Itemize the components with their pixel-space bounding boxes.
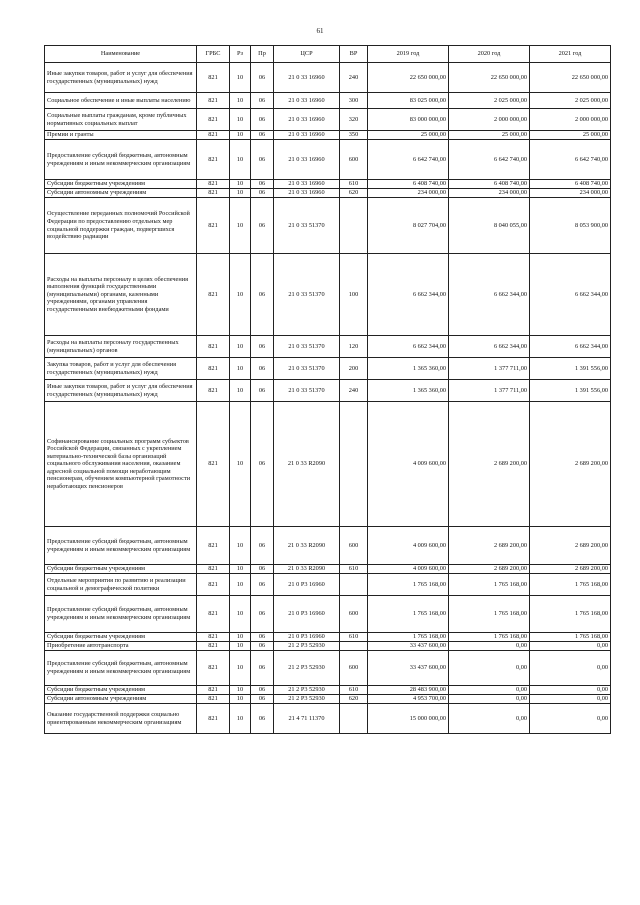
cell-pr: 06 (251, 189, 274, 198)
cell-vr: 240 (340, 63, 368, 93)
cell-rz: 10 (230, 109, 251, 131)
cell-grbs: 821 (197, 574, 230, 596)
cell-vr: 600 (340, 596, 368, 633)
cell-grbs: 821 (197, 180, 230, 189)
cell-rz: 10 (230, 63, 251, 93)
cell-vr: 100 (340, 254, 368, 336)
cell-y2019: 6 642 740,00 (368, 140, 449, 180)
cell-pr: 06 (251, 336, 274, 358)
cell-csr: 21 0 33 16960 (274, 109, 340, 131)
cell-y2020: 8 040 055,00 (449, 198, 530, 254)
cell-name: Отдельные мероприятия по развитию и реализации социальной и демографической политики (45, 574, 197, 596)
cell-rz: 10 (230, 704, 251, 734)
cell-vr: 300 (340, 93, 368, 109)
cell-pr: 06 (251, 565, 274, 574)
cell-csr: 21 0 33 51370 (274, 198, 340, 254)
cell-vr (340, 642, 368, 651)
cell-grbs: 821 (197, 704, 230, 734)
cell-grbs: 821 (197, 565, 230, 574)
table-row (45, 651, 611, 686)
cell-grbs: 821 (197, 336, 230, 358)
cell-grbs: 821 (197, 109, 230, 131)
cell-y2020: 0,00 (449, 686, 530, 695)
cell-rz: 10 (230, 574, 251, 596)
cell-y2021: 6 662 344,00 (530, 336, 611, 358)
cell-rz: 10 (230, 695, 251, 704)
cell-y2021: 6 408 740,00 (530, 180, 611, 189)
cell-rz: 10 (230, 254, 251, 336)
cell-grbs: 821 (197, 527, 230, 565)
table-row (45, 93, 611, 109)
cell-y2019: 234 000,00 (368, 189, 449, 198)
cell-name: Расходы на выплаты персоналу в целях обеспечения выполнения функций государственными (муниципальными) органами, казенными учреждениями, органами управления государственными внебюджетными фондами (45, 254, 197, 336)
table-row (45, 695, 611, 704)
cell-pr: 06 (251, 695, 274, 704)
cell-rz: 10 (230, 131, 251, 140)
cell-vr: 610 (340, 633, 368, 642)
cell-y2020: 2 689 200,00 (449, 527, 530, 565)
cell-y2019: 1 765 168,00 (368, 633, 449, 642)
cell-vr: 620 (340, 189, 368, 198)
cell-rz: 10 (230, 189, 251, 198)
cell-rz: 10 (230, 402, 251, 527)
cell-pr: 06 (251, 93, 274, 109)
cell-csr: 21 0 33 16960 (274, 93, 340, 109)
cell-vr (340, 198, 368, 254)
cell-vr: 240 (340, 380, 368, 402)
header-vr: ВР (340, 46, 368, 63)
cell-pr: 06 (251, 402, 274, 527)
header-2020: 2020 год (449, 46, 530, 63)
cell-name: Оказание государственной поддержки социально ориентированным некоммерческим организациям (45, 704, 197, 734)
cell-y2021: 1 391 556,00 (530, 358, 611, 380)
cell-y2019: 4 009 600,00 (368, 527, 449, 565)
header-2021: 2021 год (530, 46, 611, 63)
cell-y2020: 0,00 (449, 695, 530, 704)
cell-csr: 21 0 P3 16960 (274, 574, 340, 596)
cell-vr: 350 (340, 131, 368, 140)
cell-y2020: 1 765 168,00 (449, 574, 530, 596)
header-name: Наименование (45, 46, 197, 63)
cell-name: Иные закупки товаров, работ и услуг для обеспечения государственных (муниципальных) нужд (45, 380, 197, 402)
table-row (45, 336, 611, 358)
cell-grbs: 821 (197, 254, 230, 336)
cell-vr: 610 (340, 565, 368, 574)
cell-rz: 10 (230, 180, 251, 189)
cell-csr: 21 0 33 16960 (274, 189, 340, 198)
cell-y2019: 6 662 344,00 (368, 254, 449, 336)
header-rz: Рз (230, 46, 251, 63)
cell-rz: 10 (230, 642, 251, 651)
cell-y2021: 234 000,00 (530, 189, 611, 198)
cell-vr: 610 (340, 686, 368, 695)
cell-csr: 21 0 P3 16960 (274, 596, 340, 633)
budget-table (44, 45, 611, 734)
cell-y2021: 0,00 (530, 704, 611, 734)
cell-name: Субсидии бюджетным учреждениям (45, 633, 197, 642)
cell-vr: 120 (340, 336, 368, 358)
cell-grbs: 821 (197, 596, 230, 633)
cell-name: Софинансирование социальных программ субъектов Российской Федерации, связанных с укреплением материально-технической базы организаций социального обслуживания населения, оказанием адресной социальной помощи неработающим пенсионерам, обучением компьютерной грамотности неработающих пенсионеров (45, 402, 197, 527)
cell-y2021: 1 765 168,00 (530, 574, 611, 596)
cell-name: Предоставление субсидий бюджетным, автономным учреждениям и иным некоммерческим организациям (45, 527, 197, 565)
cell-name: Субсидии автономным учреждениям (45, 189, 197, 198)
cell-csr: 21 0 33 51370 (274, 358, 340, 380)
cell-y2020: 1 377 711,00 (449, 380, 530, 402)
cell-y2021: 22 650 000,00 (530, 63, 611, 93)
cell-y2021: 6 662 344,00 (530, 254, 611, 336)
cell-y2021: 0,00 (530, 642, 611, 651)
table-row (45, 189, 611, 198)
cell-csr: 21 0 33 16960 (274, 180, 340, 189)
cell-y2019: 25 000,00 (368, 131, 449, 140)
cell-y2021: 0,00 (530, 686, 611, 695)
cell-grbs: 821 (197, 93, 230, 109)
cell-grbs: 821 (197, 380, 230, 402)
cell-y2020: 6 408 740,00 (449, 180, 530, 189)
cell-rz: 10 (230, 651, 251, 686)
cell-rz: 10 (230, 527, 251, 565)
cell-name: Закупка товаров, работ и услуг для обеспечения государственных (муниципальных) нужд (45, 358, 197, 380)
cell-vr (340, 402, 368, 527)
header-csr: ЦСР (274, 46, 340, 63)
cell-name: Субсидии бюджетным учреждениям (45, 565, 197, 574)
cell-grbs: 821 (197, 198, 230, 254)
cell-name: Приобретение автотранспорта (45, 642, 197, 651)
cell-name: Премии и гранты (45, 131, 197, 140)
cell-grbs: 821 (197, 63, 230, 93)
cell-name: Предоставление субсидий бюджетным, автономным учреждениям и иным некоммерческим организациям (45, 596, 197, 633)
cell-pr: 06 (251, 131, 274, 140)
cell-y2021: 0,00 (530, 695, 611, 704)
cell-rz: 10 (230, 358, 251, 380)
cell-rz: 10 (230, 336, 251, 358)
cell-name: Субсидии бюджетным учреждениям (45, 180, 197, 189)
table-row (45, 198, 611, 254)
cell-csr: 21 0 P3 16960 (274, 633, 340, 642)
table-row (45, 633, 611, 642)
cell-y2019: 1 765 168,00 (368, 574, 449, 596)
cell-grbs: 821 (197, 131, 230, 140)
cell-y2019: 83 025 000,00 (368, 93, 449, 109)
cell-grbs: 821 (197, 651, 230, 686)
cell-vr: 320 (340, 109, 368, 131)
cell-pr: 06 (251, 198, 274, 254)
cell-rz: 10 (230, 140, 251, 180)
cell-name: Предоставление субсидий бюджетным, автономным учреждениям и иным некоммерческим организациям (45, 651, 197, 686)
cell-rz: 10 (230, 380, 251, 402)
cell-y2019: 1 765 168,00 (368, 596, 449, 633)
cell-grbs: 821 (197, 358, 230, 380)
cell-pr: 06 (251, 633, 274, 642)
cell-y2020: 1 765 168,00 (449, 633, 530, 642)
table-body (45, 63, 611, 734)
cell-y2019: 1 365 360,00 (368, 380, 449, 402)
cell-y2019: 6 662 344,00 (368, 336, 449, 358)
cell-csr: 21 2 P3 52930 (274, 651, 340, 686)
cell-pr: 06 (251, 358, 274, 380)
cell-y2019: 4 009 600,00 (368, 565, 449, 574)
cell-pr: 06 (251, 180, 274, 189)
cell-csr: 21 0 33 51370 (274, 336, 340, 358)
cell-y2020: 22 650 000,00 (449, 63, 530, 93)
cell-pr: 06 (251, 63, 274, 93)
table-row (45, 254, 611, 336)
header-2019: 2019 год (368, 46, 449, 63)
cell-pr: 06 (251, 686, 274, 695)
cell-csr: 21 0 33 16960 (274, 63, 340, 93)
cell-pr: 06 (251, 651, 274, 686)
cell-y2020: 25 000,00 (449, 131, 530, 140)
cell-pr: 06 (251, 527, 274, 565)
header-grbs: ГРБС (197, 46, 230, 63)
table-row (45, 565, 611, 574)
cell-y2020: 1 377 711,00 (449, 358, 530, 380)
cell-y2021: 2 689 200,00 (530, 565, 611, 574)
table-row (45, 358, 611, 380)
table-row (45, 596, 611, 633)
cell-y2019: 1 365 360,00 (368, 358, 449, 380)
cell-y2019: 15 000 000,00 (368, 704, 449, 734)
cell-y2021: 2 689 200,00 (530, 402, 611, 527)
cell-csr: 21 0 33 R2090 (274, 402, 340, 527)
cell-vr (340, 574, 368, 596)
table-row (45, 140, 611, 180)
cell-pr: 06 (251, 642, 274, 651)
cell-y2020: 1 765 168,00 (449, 596, 530, 633)
cell-y2021: 1 391 556,00 (530, 380, 611, 402)
cell-grbs: 821 (197, 633, 230, 642)
cell-y2020: 0,00 (449, 642, 530, 651)
cell-y2019: 4 009 600,00 (368, 402, 449, 527)
cell-grbs: 821 (197, 402, 230, 527)
cell-y2019: 8 027 704,00 (368, 198, 449, 254)
cell-csr: 21 0 33 51370 (274, 254, 340, 336)
cell-y2019: 33 437 600,00 (368, 642, 449, 651)
cell-csr: 21 0 33 R2090 (274, 565, 340, 574)
page-number: 61 (316, 27, 324, 35)
table-row (45, 527, 611, 565)
cell-csr: 21 0 33 16960 (274, 140, 340, 180)
cell-rz: 10 (230, 596, 251, 633)
cell-y2021: 0,00 (530, 651, 611, 686)
table-row (45, 180, 611, 189)
cell-y2020: 0,00 (449, 704, 530, 734)
table-row (45, 704, 611, 734)
cell-name: Осуществление переданных полномочий Российской Федерации по предоставлению отдельных мер социальной поддержки граждан, подвергшихся воздействию радиации (45, 198, 197, 254)
cell-y2021: 1 765 168,00 (530, 633, 611, 642)
table-row (45, 642, 611, 651)
cell-pr: 06 (251, 704, 274, 734)
table-header-row (45, 46, 611, 63)
cell-y2020: 6 662 344,00 (449, 254, 530, 336)
cell-y2021: 1 765 168,00 (530, 596, 611, 633)
cell-pr: 06 (251, 380, 274, 402)
cell-pr: 06 (251, 140, 274, 180)
cell-rz: 10 (230, 565, 251, 574)
cell-grbs: 821 (197, 189, 230, 198)
table-row (45, 402, 611, 527)
cell-pr: 06 (251, 574, 274, 596)
cell-csr: 21 2 P3 52930 (274, 642, 340, 651)
cell-vr: 200 (340, 358, 368, 380)
cell-vr: 620 (340, 695, 368, 704)
cell-vr: 600 (340, 527, 368, 565)
cell-y2021: 2 000 000,00 (530, 109, 611, 131)
table-row (45, 574, 611, 596)
cell-name: Субсидии автономным учреждениям (45, 695, 197, 704)
cell-y2021: 8 053 900,00 (530, 198, 611, 254)
cell-vr: 600 (340, 651, 368, 686)
cell-y2019: 4 953 700,00 (368, 695, 449, 704)
cell-csr: 21 0 33 16960 (274, 131, 340, 140)
cell-rz: 10 (230, 198, 251, 254)
cell-csr: 21 0 33 R2090 (274, 527, 340, 565)
cell-y2020: 2 025 000,00 (449, 93, 530, 109)
table-row (45, 109, 611, 131)
cell-name: Социальное обеспечение и иные выплаты населению (45, 93, 197, 109)
header-pr: Пр (251, 46, 274, 63)
cell-rz: 10 (230, 93, 251, 109)
cell-y2019: 6 408 740,00 (368, 180, 449, 189)
cell-rz: 10 (230, 633, 251, 642)
cell-vr: 600 (340, 140, 368, 180)
cell-rz: 10 (230, 686, 251, 695)
cell-y2020: 6 642 740,00 (449, 140, 530, 180)
cell-y2020: 6 662 344,00 (449, 336, 530, 358)
cell-grbs: 821 (197, 642, 230, 651)
table-row (45, 63, 611, 93)
cell-vr: 610 (340, 180, 368, 189)
cell-name: Социальные выплаты гражданам, кроме публичных нормативных социальных выплат (45, 109, 197, 131)
cell-pr: 06 (251, 254, 274, 336)
table-row (45, 131, 611, 140)
cell-y2020: 234 000,00 (449, 189, 530, 198)
cell-y2020: 2 000 000,00 (449, 109, 530, 131)
cell-y2019: 28 483 900,00 (368, 686, 449, 695)
cell-grbs: 821 (197, 686, 230, 695)
table-row (45, 380, 611, 402)
cell-grbs: 821 (197, 695, 230, 704)
table-row (45, 686, 611, 695)
cell-csr: 21 0 33 51370 (274, 380, 340, 402)
cell-pr: 06 (251, 109, 274, 131)
cell-name: Расходы на выплаты персоналу государственных (муниципальных) органов (45, 336, 197, 358)
cell-y2020: 0,00 (449, 651, 530, 686)
cell-y2020: 2 689 200,00 (449, 565, 530, 574)
cell-csr: 21 2 P3 52930 (274, 686, 340, 695)
cell-grbs: 821 (197, 140, 230, 180)
cell-y2020: 2 689 200,00 (449, 402, 530, 527)
cell-y2019: 22 650 000,00 (368, 63, 449, 93)
cell-y2021: 25 000,00 (530, 131, 611, 140)
cell-y2019: 33 437 600,00 (368, 651, 449, 686)
cell-name: Субсидии бюджетным учреждениям (45, 686, 197, 695)
cell-csr: 21 4 71 11370 (274, 704, 340, 734)
cell-vr (340, 704, 368, 734)
cell-y2021: 6 642 740,00 (530, 140, 611, 180)
cell-name: Предоставление субсидий бюджетным, автономным учреждениям и иным некоммерческим организациям (45, 140, 197, 180)
cell-y2021: 2 025 000,00 (530, 93, 611, 109)
cell-y2021: 2 689 200,00 (530, 527, 611, 565)
cell-csr: 21 2 P3 52930 (274, 695, 340, 704)
cell-name: Иные закупки товаров, работ и услуг для обеспечения государственных (муниципальных) нужд (45, 63, 197, 93)
cell-pr: 06 (251, 596, 274, 633)
cell-y2019: 83 000 000,00 (368, 109, 449, 131)
